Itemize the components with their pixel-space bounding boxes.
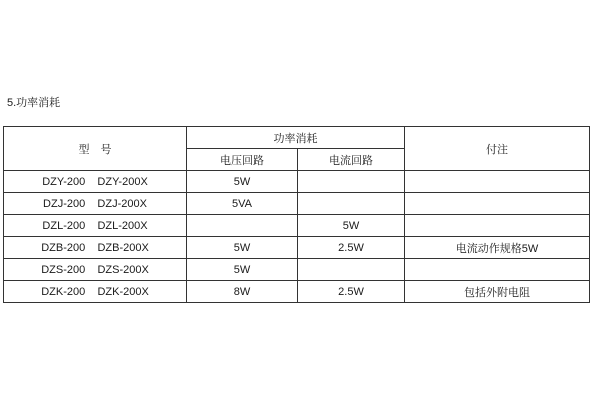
current-cell: 2.5W [298, 281, 405, 303]
col-header-voltage-circuit: 电压回路 [187, 149, 298, 171]
model-cell: DZS-200 DZS-200X [4, 259, 187, 281]
model-cell: DZY-200 DZY-200X [4, 171, 187, 193]
current-cell [298, 193, 405, 215]
model-cell: DZL-200 DZL-200X [4, 215, 187, 237]
table-row [4, 259, 590, 281]
table-row [4, 193, 590, 215]
note-cell [405, 171, 590, 193]
table-row [4, 215, 590, 237]
note-cell: 包括外附电阻 [405, 281, 590, 303]
power-consumption-table [3, 126, 590, 303]
col-header-power-group: 功率消耗 [187, 127, 405, 149]
note-cell: 电流动作规格5W [405, 237, 590, 259]
voltage-cell: 5W [187, 237, 298, 259]
table-row [4, 281, 590, 303]
voltage-cell: 5VA [187, 193, 298, 215]
voltage-cell [187, 215, 298, 237]
current-cell: 2.5W [298, 237, 405, 259]
col-header-notes: 付注 [405, 127, 590, 171]
note-cell [405, 259, 590, 281]
model-cell: DZK-200 DZK-200X [4, 281, 187, 303]
voltage-cell: 8W [187, 281, 298, 303]
voltage-cell: 5W [187, 259, 298, 281]
table-row [4, 237, 590, 259]
note-cell [405, 215, 590, 237]
section-heading: 5.功率消耗 [7, 97, 61, 109]
model-cell: DZJ-200 DZJ-200X [4, 193, 187, 215]
voltage-cell: 5W [187, 171, 298, 193]
col-header-current-circuit: 电流回路 [298, 149, 405, 171]
current-cell [298, 171, 405, 193]
table-row [4, 171, 590, 193]
model-cell: DZB-200 DZB-200X [4, 237, 187, 259]
current-cell [298, 259, 405, 281]
col-header-model: 型 号 [4, 127, 187, 171]
current-cell: 5W [298, 215, 405, 237]
note-cell [405, 193, 590, 215]
header-row-top [4, 127, 590, 149]
